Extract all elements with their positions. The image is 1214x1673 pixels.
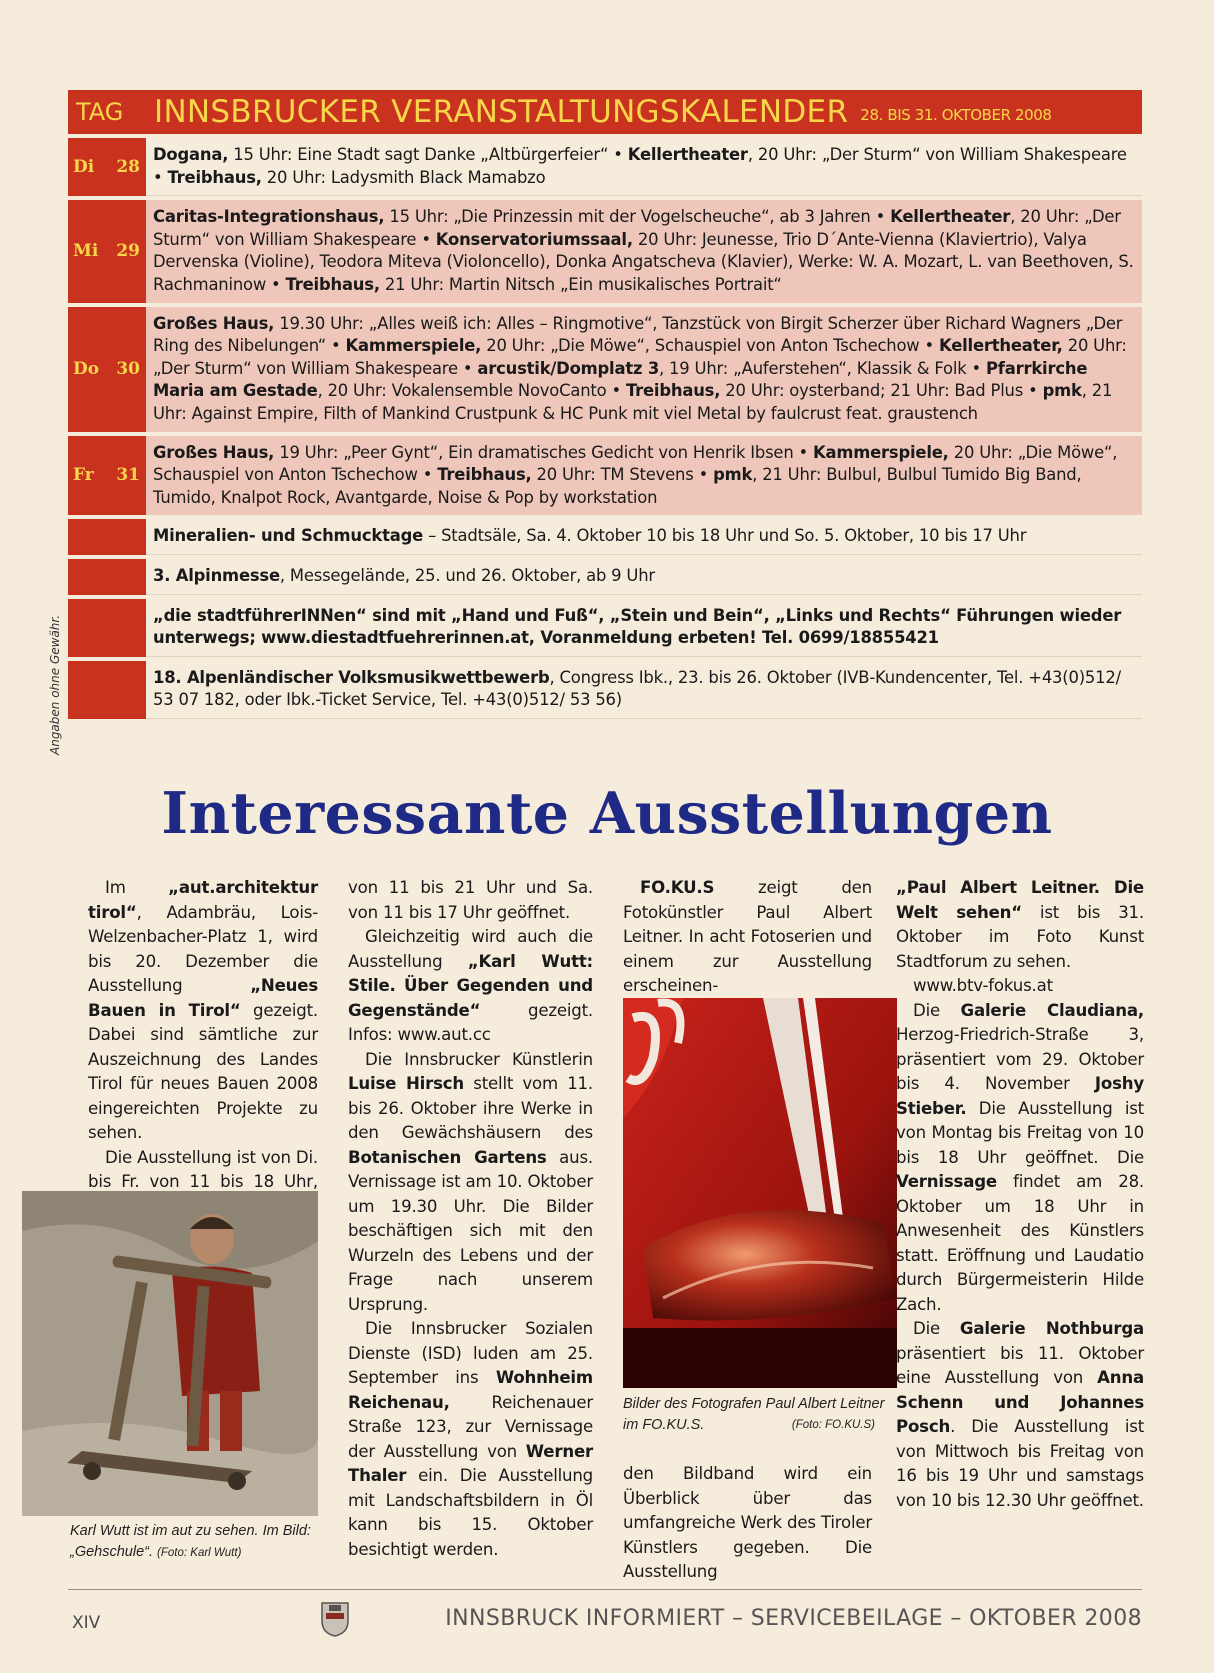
day-number: 28 — [116, 157, 140, 178]
calendar-extra-row — [68, 559, 1142, 595]
article-paragraph: den Bildband wird ein Überblick über das umfangreiche Werk des Tiroler Künstlers gegeben. Die Ausstellung — [623, 1464, 872, 1581]
calendar-dates: 28. BIS 31. OKTOBER 2008 — [860, 106, 1052, 124]
calendar-day-blank — [68, 599, 146, 657]
calendar-day-label — [68, 138, 146, 196]
photo-caption-1-credit: (Foto: Karl Wutt) — [157, 1547, 242, 1559]
article-column-3-continued — [623, 1462, 872, 1585]
photo-caption-2-text: Bilder des Fotografen Paul Albert Leitner im FO.KU.S. — [623, 1396, 885, 1433]
calendar-day-row — [68, 307, 1142, 432]
city-crest-icon — [320, 1599, 350, 1637]
weekday: Mi — [73, 241, 99, 262]
calendar-extra-event: Mineralien- und Schmucktage – Stadtsäle, Sa. 4. Oktober 10 bis 18 Uhr und So. 5. Oktober, 10 bis 17 Uhr — [146, 519, 1142, 555]
photo-coca-cola-detail — [623, 998, 897, 1388]
article-column-1 — [88, 876, 318, 1219]
calendar-extra-row — [68, 599, 1142, 657]
calendar-day-row — [68, 200, 1142, 302]
weekday: Do — [73, 359, 100, 380]
publication-title: INNSBRUCK INFORMIERT – SERVICEBEILAGE – OKTOBER 2008 — [445, 1606, 1142, 1631]
day-number: 29 — [116, 241, 140, 262]
photo-caption-1 — [70, 1521, 325, 1564]
photo-caption-2 — [623, 1394, 903, 1436]
page-number: XIV — [72, 1613, 101, 1633]
calendar-day-row — [68, 436, 1142, 516]
section-heading: Interessante Ausstellungen — [161, 780, 1053, 847]
photo-child-walker-illustration — [22, 1191, 318, 1516]
day-number: 30 — [116, 359, 140, 380]
article-paragraph: www.btv-fokus.at — [913, 976, 1053, 995]
calendar-day-events: Caritas-Integrationshaus, 15 Uhr: „Die Prinzessin mit der Vogelscheuche“, ab 3 Jahren • Kellertheater, 20 Uhr: „Der Sturm“ von William Shakespeare • Konservatoriumssaal, 20 Uhr: Jeunesse, Trio D´Ante-Vienna (Klaviertrio), Valya Dervenska (Violine), Teodora Miteva (Violoncello), Donka Angatscheva (Klavier), Werke: W. A. Mozart, L. van Beethoven, S. Rachmaninow • Treibhaus, 21 Uhr: Martin Nitsch „Ein musikalisches Portrait“ — [146, 200, 1142, 302]
article-paragraph: Gleichzeitig wird auch die Ausstellung „Karl Wutt: Stile. Über Gegenden und Gegenstände“ gezeigt. Infos: www.aut.cc — [348, 927, 593, 1044]
disclaimer-note: Angaben ohne Gewähr. — [48, 614, 62, 755]
photo-child-walker — [22, 1191, 318, 1516]
article-column-3 — [623, 876, 872, 999]
article-paragraph: FO.KU.S zeigt den Fotokünstler Paul Albert Leitner. In acht Fotoserien und einem zur Ausstellung erscheinen- — [623, 878, 872, 995]
calendar-day-row — [68, 138, 1142, 196]
calendar-header — [68, 90, 1142, 134]
article-column-2 — [348, 876, 593, 1562]
calendar-day-blank — [68, 519, 146, 555]
calendar-day-label — [68, 436, 146, 516]
day-number: 31 — [116, 465, 140, 486]
weekday: Fr — [73, 465, 94, 486]
photo-caption-1-text: Karl Wutt ist im aut zu sehen. Im Bild: „Gehschule“. — [70, 1523, 311, 1560]
calendar-extra-event: „die stadtführerINNen“ sind mit „Hand und Fuß“, „Stein und Bein“, „Links und Rechts“ Führungen wieder unterwegs; www.diestadtfuehrerinnen.at, Voranmeldung erbeten! Tel. 0699/18855421 — [146, 599, 1142, 657]
calendar-day-label — [68, 307, 146, 432]
calendar-extra-event: 18. Alpenländischer Volksmusikwettbewerb, Congress Ibk., 23. bis 26. Oktober (IVB-Kundencenter, Tel. +43(0)512/ 53 07 182, oder Ibk.-Ticket Service, Tel. +43(0)512/ 53 56) — [146, 661, 1142, 719]
calendar-day-label — [68, 200, 146, 302]
article-paragraph: Die Innsbrucker Künstlerin Luise Hirsch stellt vom 11. bis 26. Oktober ihre Werke in den Gewächshäusern des Botanischen Gartens aus. Vernissage ist am 10. Oktober um 19.30 Uhr. Die Bilder beschäftigen sich mit den Wurzeln des Lebens und der Frage nach unserem Ursprung. — [348, 1049, 593, 1314]
calendar-extra-row — [68, 519, 1142, 555]
photo-coca-cola-illustration — [623, 998, 897, 1388]
footer-rule — [68, 1589, 1142, 1590]
article-paragraph: „Paul Albert Leitner. Die Welt sehen“ ist bis 31. Oktober im Foto Kunst Stadtforum zu sehen. — [896, 878, 1144, 971]
calendar-tag-label: TAG — [76, 98, 124, 126]
article-paragraph: Die Innsbrucker Sozialen Dienste (ISD) luden am 25. September ins Wohnheim Reichenau, Reichenauer Straße 123, zur Vernissage der Ausstellung von Werner Thaler ein. Die Ausstellung mit Landschaftsbildern in Öl kann bis 15. Oktober besichtigt werden. — [348, 1319, 593, 1559]
calendar-title: INNSBRUCKER VERANSTALTUNGSKALENDER — [154, 94, 849, 130]
calendar-day-blank — [68, 559, 146, 595]
article-column-4 — [896, 876, 1144, 1513]
calendar-day-events: Dogana, 15 Uhr: Eine Stadt sagt Danke „Altbürgerfeier“ • Kellertheater, 20 Uhr: „Der Sturm“ von William Shakespeare • Treibhaus, 20 Uhr: Ladysmith Black Mamabzo — [146, 138, 1142, 196]
calendar-extra-event: 3. Alpinmesse, Messegelände, 25. und 26. Oktober, ab 9 Uhr — [146, 559, 1142, 595]
calendar-day-events: Großes Haus, 19 Uhr: „Peer Gynt“, Ein dramatisches Gedicht von Henrik Ibsen • Kammerspiele, 20 Uhr: „Die Möwe“, Schauspiel von Anton Tschechow • Treibhaus, 20 Uhr: TM Stevens • pmk, 21 Uhr: Bulbul, Bulbul Tumido Big Band, Tumido, Knalpot Rock, Avantgarde, Noise & Pop by workstation — [146, 436, 1142, 516]
article-paragraph: Im „aut.architektur tirol“, Adambräu, Lois-Welzenbacher-Platz 1, wird bis 20. Dezember die Ausstellung „Neues Bauen in Tirol“ gezeigt. Dabei sind sämtliche zur Auszeichnung des Landes Tirol für neues Bauen 2008 eingereichten Projekte zu sehen. — [88, 878, 319, 1142]
article-paragraph: Die Galerie Nothburga präsentiert bis 11. Oktober eine Ausstellung von Anna Schenn und Johannes Posch. Die Ausstellung ist von Mittwoch bis Freitag von 16 bis 19 Uhr und samstags von 10 bis 12.30 Uhr geöffnet. — [896, 1319, 1145, 1510]
article-paragraph: von 11 bis 21 Uhr und Sa. von 11 bis 17 Uhr geöffnet. — [348, 878, 593, 922]
event-calendar — [68, 90, 1142, 719]
calendar-day-events: Großes Haus, 19.30 Uhr: „Alles weiß ich: Alles – Ringmotive“, Tanzstück von Birgit Scherzer über Richard Wagners „Der Ring des Nibelungen“ • Kammerspiele, 20 Uhr: „Die Möwe“, Schauspiel von Anton Tschechow • Kellertheater, 20 Uhr: „Der Sturm“ von William Shakespeare • arcustik/Domplatz 3, 19 Uhr: „Auferstehen“, Klassik & Folk • Pfarrkirche Maria am Gestade, 20 Uhr: Vokalensemble NovoCanto • Treibhaus, 20 Uhr: oysterband; 21 Uhr: Bad Plus • pmk, 21 Uhr: Against Empire, Filth of Mankind Crustpunk & HC Punk mit viel Metal by faulcrust feat. graustench — [146, 307, 1142, 432]
calendar-extra-row — [68, 661, 1142, 719]
article-paragraph: Die Galerie Claudiana, Herzog-Friedrich-Straße 3, präsentiert vom 29. Oktober bis 4. November Joshy Stieber. Die Ausstellung ist von Montag bis Freitag von 10 bis 18 Uhr geöffnet. Die Vernissage findet am 28. Oktober um 18 Uhr in Anwesenheit des Künstlers statt. Eröffnung und Laudatio durch Bürgermeisterin Hilde Zach. — [896, 1000, 1144, 1314]
weekday: Di — [73, 157, 95, 178]
photo-caption-2-credit: (Foto: FO.KU.S) — [791, 1419, 875, 1431]
calendar-rows — [68, 138, 1142, 719]
article-paragraph: Die Ausstellung ist von Di. bis Fr. von 11 bis 18 Uhr, — [88, 1147, 318, 1191]
calendar-day-blank — [68, 661, 146, 719]
